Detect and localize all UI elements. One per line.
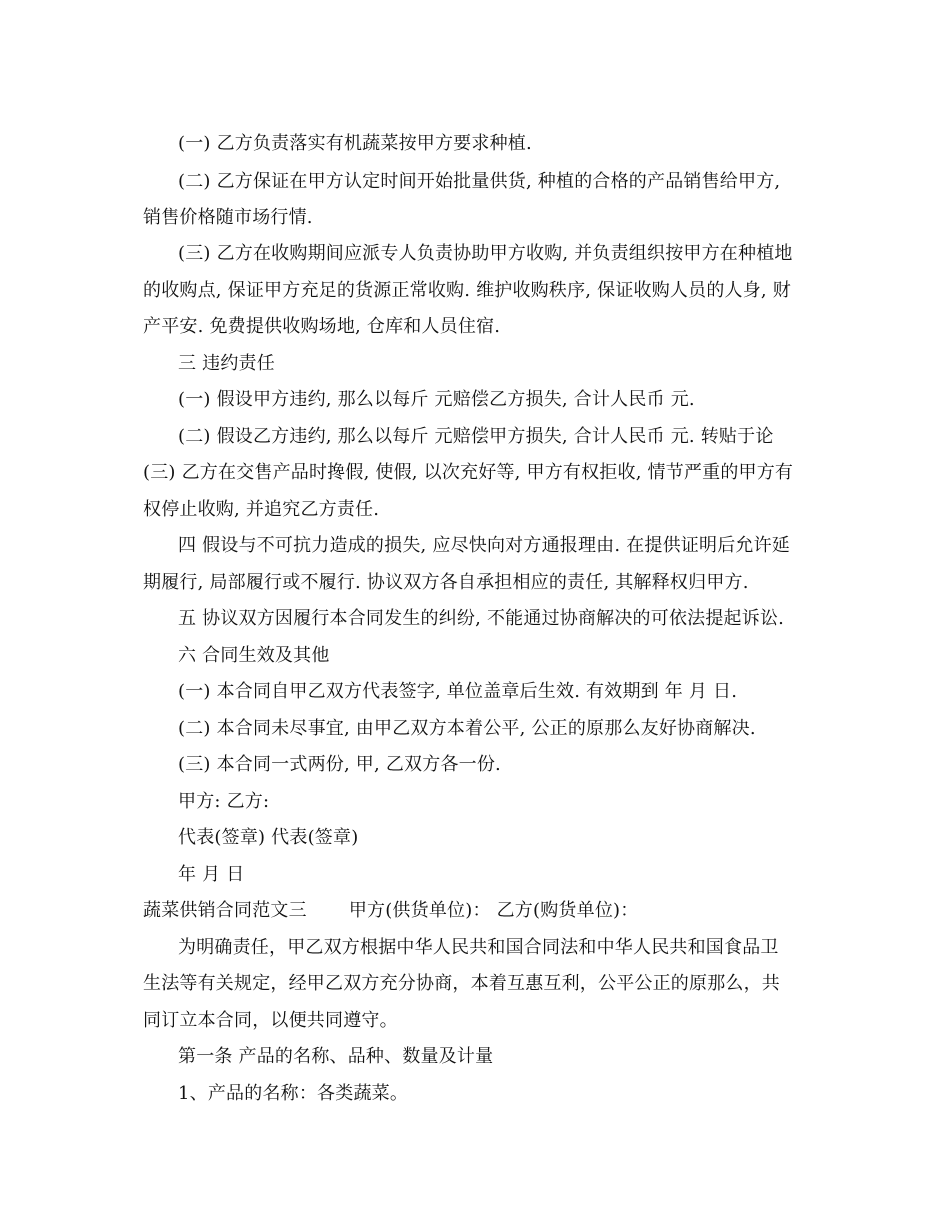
party-b-label: 乙方(购货单位)： — [496, 900, 639, 921]
section-heading: 三 违约责任 — [178, 353, 275, 374]
clause-text: 销售价格随市场行情. — [143, 207, 313, 228]
contract-title: 蔬菜供销合同范文三 — [143, 900, 307, 921]
clause-text: 五 协议双方因履行本合同发生的纠纷, 不能通过协商解决的可依法提起诉讼. — [178, 608, 785, 629]
signature-labels: 代表(签章) 代表(签章) — [178, 827, 359, 848]
clause-text: (一) 乙方负责落实有机蔬菜按甲方要求种植. — [178, 133, 532, 154]
clause-text: 四 假设与不可抗力造成的损失, 应尽快向对方通报理由. 在提供证明后允许延 — [178, 535, 791, 556]
preamble-text: 同订立本合同，以便共同遵守。 — [143, 1010, 398, 1031]
article-item: 1、产品的名称：各类蔬菜。 — [178, 1083, 409, 1104]
section-heading: 六 合同生效及其他 — [178, 645, 330, 666]
signature-parties: 甲方: 乙方: — [178, 791, 270, 812]
contract-three-header — [143, 898, 813, 924]
article-heading: 第一条 产品的名称、品种、数量及计量 — [178, 1046, 494, 1067]
preamble-text: 生法等有关规定，经甲乙双方充分协商，本着互惠互利，公平公正的原那么，共 — [143, 973, 780, 994]
clause-text: (二) 本合同未尽事宜, 由甲乙双方本着公平, 公正的原那么友好协商解决. — [178, 718, 756, 739]
clause-text: 的收购点, 保证甲方充足的货源正常收购. 维护收购秩序, 保证收购人员的人身, 财 — [143, 280, 791, 301]
preamble-text: 为明确责任，甲乙双方根据中华人民共和国合同法和中华人民共和国食品卫 — [178, 937, 779, 958]
signature-date: 年 月 日 — [178, 864, 245, 885]
clause-text: 产平安. 免费提供收购场地, 仓库和人员住宿. — [143, 316, 501, 337]
clause-text: (二) 乙方保证在甲方认定时间开始批量供货, 种植的合格的产品销售给甲方, — [178, 171, 781, 192]
clause-text: 权停止收购, 并追究乙方责任. — [143, 499, 380, 520]
clause-text: 期履行, 局部履行或不履行. 协议双方各自承担相应的责任, 其解释权归甲方. — [143, 572, 749, 593]
party-a-label: 甲方(供货单位)： — [348, 900, 491, 921]
clause-text: (三) 本合同一式两份, 甲, 乙双方各一份. — [178, 754, 501, 775]
clause-text: (二) 假设乙方违约, 那么以每斤 元赔偿甲方损失, 合计人民币 元. 转贴于论 — [178, 426, 774, 447]
clause-text: (一) 假设甲方违约, 那么以每斤 元赔偿乙方损失, 合计人民币 元. — [178, 389, 695, 410]
clause-text: (一) 本合同自甲乙双方代表签字, 单位盖章后生效. 有效期到 年 月 日. — [178, 681, 738, 702]
clause-text: (三) 乙方在收购期间应派专人负责协助甲方收购, 并负责组织按甲方在种植地 — [178, 243, 793, 264]
clause-text: (三) 乙方在交售产品时搀假, 使假, 以次充好等, 甲方有权拒收, 情节严重的甲方有 — [143, 462, 794, 483]
